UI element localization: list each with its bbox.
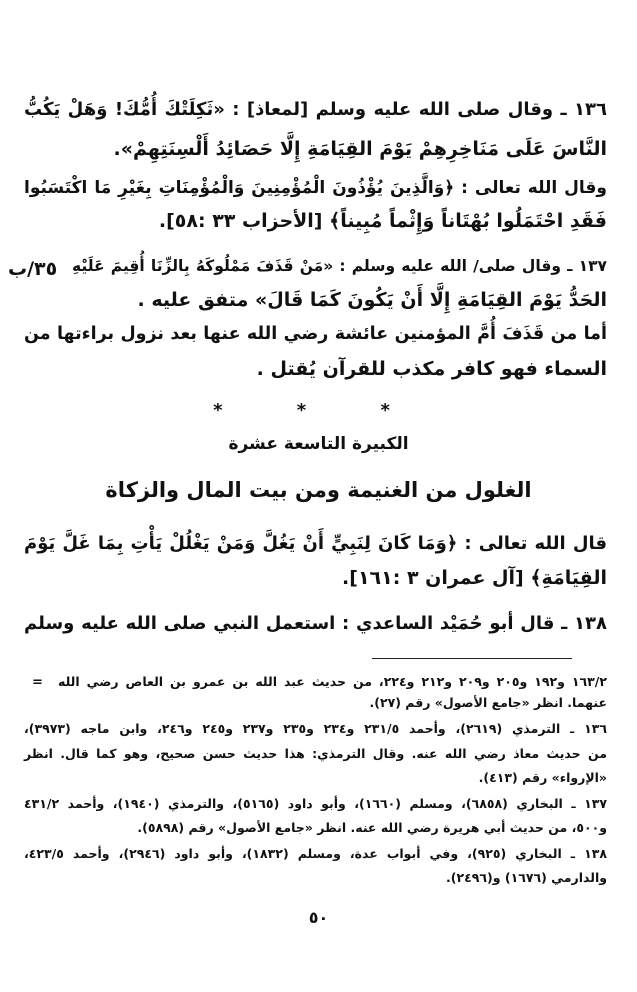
commentary-line-1: أما من قَذَفَ أُمَّ المؤمنين عائشة رضي الله عنها بعد نزول براءتها من bbox=[24, 324, 607, 344]
hadith-138-line-1: ١٣٨ ـ قال أبو حُمَيْد الساعدي : استعمل النبي صلى الله عليه وسلم bbox=[24, 613, 607, 634]
footnote-separator-rule bbox=[372, 658, 572, 659]
chapter-number-heading: الكبيرة التاسعة عشرة bbox=[228, 434, 409, 454]
footnote-137-line: و٥٠٠، من حديث أبي هريرة رضي الله عنه. انظر «جامع الأصول» رقم (٥٨٩٨). bbox=[137, 820, 607, 835]
hadith-136-line-1: ١٣٦ ـ وقال صلى الله عليه وسلم [لمعاذ] : «ثَكِلَتْكَ أُمُّكَ! وَهَلْ يَكُبُّ bbox=[24, 99, 607, 120]
section-separator-stars: * * * bbox=[213, 400, 424, 421]
footnote-137-line: ١٣٧ ـ البخاري (٦٨٥٨)، ومسلم (١٦٦٠)، وأبو داود (٥١٦٥)، والترمذي (١٩٤٠)، وأحمد ٤٣١/٢ bbox=[24, 796, 608, 811]
hadith-137-line-2: الحَدُّ يَوْمَ القِيَامَةِ إِلَّا أَنْ يَكُونَ كَمَا قَالَ» متفق عليه . bbox=[137, 289, 607, 311]
footnote-136-line: «الإرواء» رقم (٤١٣). bbox=[478, 770, 607, 785]
footnote-138-line: ١٣٨ ـ البخاري (٩٢٥)، وفي أبواب عدة، ومسلم (١٨٣٢)، وأبو داود (٢٩٤٦)، وأحمد ٤٢٣/٥، bbox=[24, 846, 607, 861]
verse-ahzab-line-1: وقال الله تعالى : ﴿وَالَّذِينَ يُؤْذُونَ الْمُؤْمِنِينَ وَالْمُؤْمِنَاتِ بِغَيْرِ مَا اكْتَسَبُوا bbox=[24, 178, 607, 198]
manuscript-folio-ref: ٣٥/ب bbox=[8, 258, 58, 280]
footnote-136-line: من حديث معاذ رضي الله عنه. وقال الترمذي: هذا حديث حسن صحيح، وهو كما قال. انظر bbox=[24, 746, 607, 761]
page-number: ٥٠ bbox=[308, 908, 329, 927]
verse-al-imran-line-1: قال الله تعالى : ﴿وَمَا كَانَ لِنَبِيٍّ أَنْ يَغُلَّ وَمَنْ يَغْلُلْ يَأْتِ بِمَا غَلَّ يَوْمَ bbox=[24, 533, 607, 554]
footnote-line: عنهما. انظر «جامع الأصول» رقم (٢٧). bbox=[369, 695, 607, 710]
verse-al-imran-line-2: القِيَامَةِ﴾ [آل عمران ٣ :١٦١]. bbox=[342, 567, 607, 589]
hadith-137-line-1: ١٣٧ ـ وقال صلى/ الله عليه وسلم : «مَنْ قَذَفَ مَمْلُوكَهُ بِالزِّنَا أُقِيمَ عَلَيْهِ bbox=[72, 257, 607, 275]
footnote-line: ١٦٣/٢ و١٩٢ و٢٠٥ و٢٠٩ و٢١٢ و٢٢٤، من حديث عبد الله بن عمرو بن العاص رضي الله bbox=[58, 674, 607, 689]
commentary-line-2: السماء فهو كافر مكذب للقرآن يُقتل . bbox=[256, 358, 607, 380]
verse-ahzab-line-2: فَقَدِ احْتَمَلُوا بُهْتَاناً وَإِثْماً مُبِيناً﴾ [الأحزاب ٣٣ :٥٨]. bbox=[158, 210, 607, 232]
chapter-title-heading: الغلول من الغنيمة ومن بيت المال والزكاة bbox=[105, 478, 532, 502]
footnote-136-line: ١٣٦ ـ الترمذي (٢٦١٩)، وأحمد ٢٣١/٥ و٢٣٤ و٢٣٥ و٢٣٧ و٢٤٥ و٢٤٦، وابن ماجه (٣٩٧٣)، bbox=[24, 721, 607, 736]
footnote-138-line: والدارمي (١٦٧٦) و(٢٤٩٦). bbox=[446, 870, 607, 885]
footnote-continuation-marker: = bbox=[32, 675, 43, 690]
hadith-136-line-2: النَّاسَ عَلَى مَنَاخِرِهِمْ يَوْمَ القِيَامَةِ إِلَّا حَصَائِدُ أَلْسِنَتِهِمْ». bbox=[113, 138, 607, 160]
